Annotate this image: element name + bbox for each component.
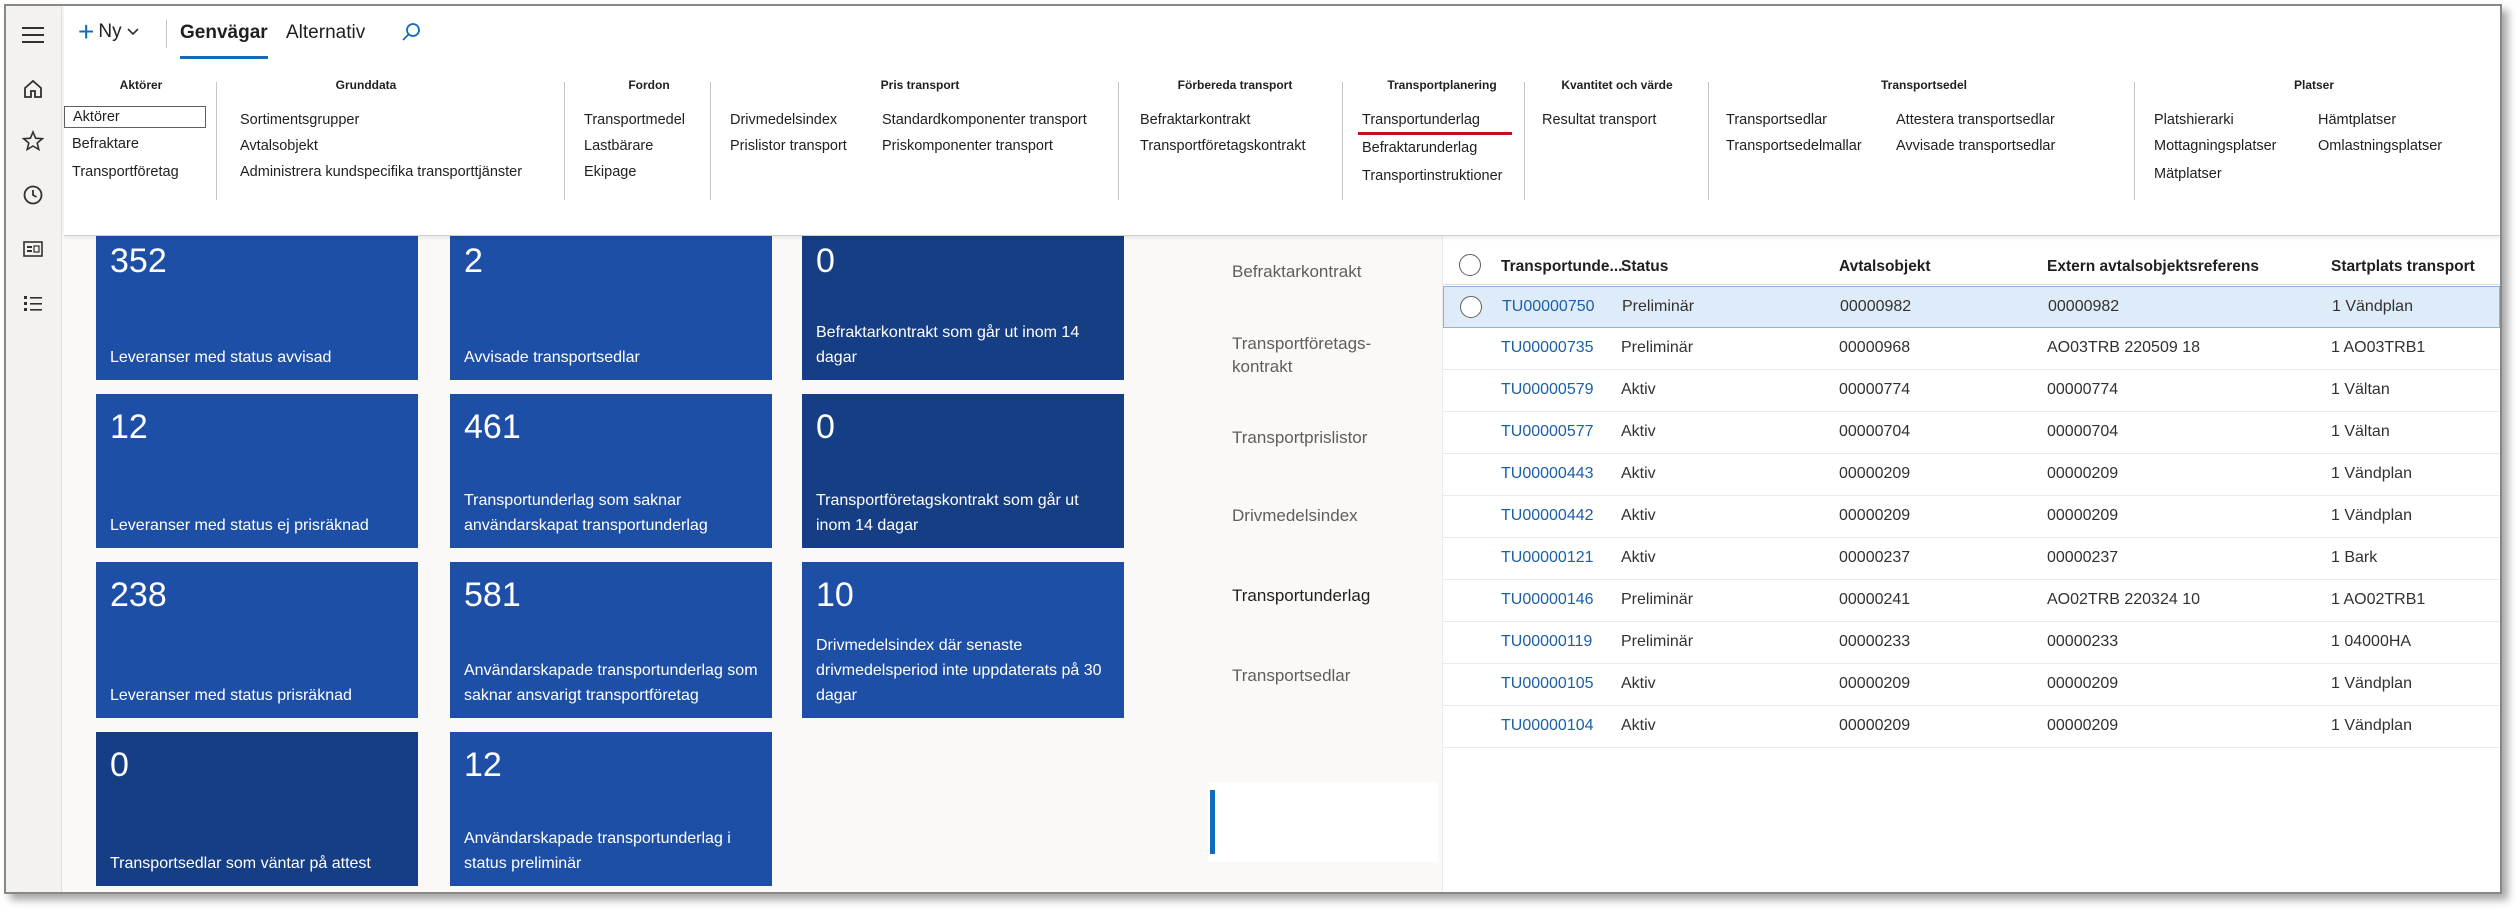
transportunderlag-link[interactable]: TU00000119	[1501, 633, 1593, 650]
ribbon-item-ekipage[interactable]: Ekipage	[584, 164, 637, 180]
tile-drivmedelsindex-ej-uppdaterat[interactable]	[802, 562, 1124, 718]
table-cell: 00000968	[1839, 339, 1911, 356]
tile-transportunderlag-saknar-anvandarskapat[interactable]	[450, 394, 772, 548]
tile-leveranser-avvisad[interactable]	[96, 228, 418, 380]
table-cell: 1 04000HA	[2331, 633, 2412, 650]
table-cell: 1 Vältan	[2331, 423, 2390, 440]
new-button[interactable]	[78, 18, 140, 46]
tile-label: Drivmedelsindex där senaste drivmedelsperiod inte uppdaterats på 30 dagar	[816, 637, 1102, 704]
ribbon-item-hamtplatser[interactable]: Hämtplatser	[2318, 112, 2397, 128]
tab-genvagar[interactable]: Genvägar	[180, 22, 268, 43]
side-tab-transportunderlag[interactable]: Transportunderlag	[1232, 586, 1371, 605]
table-cell: 00000209	[2047, 465, 2119, 482]
tile-label: Användarskapade transportunderlag i status preliminär	[464, 830, 731, 872]
modules-list-icon[interactable]	[18, 288, 48, 318]
table-cell: 00000209	[2047, 507, 2119, 524]
ribbon-item-mottagningsplatser[interactable]: Mottagningsplatser	[2154, 138, 2277, 154]
ribbon-item-priskomponenter[interactable]: Priskomponenter transport	[882, 138, 1053, 154]
tile-count: 10	[816, 576, 854, 614]
side-tab-transportprislistor[interactable]: Transportprislistor	[1232, 428, 1368, 447]
tile-count: 352	[110, 242, 167, 280]
side-tab-active-indicator	[1210, 790, 1215, 854]
ribbon-item-transportforetag[interactable]: Transportföretag	[72, 164, 179, 180]
group-title: Transportplanering	[1387, 78, 1497, 92]
table-cell: 00000233	[2047, 633, 2119, 650]
workspaces-icon[interactable]	[18, 234, 48, 264]
table-cell: 1 AO02TRB1	[2331, 591, 2426, 608]
tile-count: 0	[816, 408, 835, 446]
left-navigation	[6, 6, 62, 892]
group-transportplanering	[1362, 78, 1522, 210]
table-cell: 1 AO03TRB1	[2331, 339, 2426, 356]
ribbon-item-lastbarare[interactable]: Lastbärare	[584, 138, 654, 154]
transportunderlag-link[interactable]: TU00000750	[1502, 298, 1595, 315]
tile-label: Befraktarkontrakt som går ut inom 14 dagar	[816, 324, 1080, 366]
group-grunddata	[240, 78, 523, 210]
search-icon[interactable]	[400, 20, 424, 49]
tile-leveranser-prisraknad[interactable]	[96, 562, 418, 718]
ribbon-item-transportsedelmallar[interactable]: Transportsedelmallar	[1726, 138, 1862, 154]
group-platser	[2154, 78, 2474, 210]
group-title: Kvantitet och värde	[1561, 78, 1673, 92]
tile-befraktarkontrakt-gar-ut[interactable]	[802, 228, 1124, 380]
group-pris-transport	[730, 78, 1110, 210]
tile-count: 2	[464, 242, 483, 280]
side-tab-drivmedelsindex[interactable]: Drivmedelsindex	[1232, 506, 1358, 525]
transportunderlag-link[interactable]: TU00000735	[1501, 339, 1594, 356]
table-cell: 1 Vändplan	[2331, 717, 2412, 734]
highlight-underline	[1358, 132, 1512, 135]
tab-separator	[166, 20, 167, 48]
transportunderlag-link[interactable]: TU00000105	[1501, 675, 1594, 692]
group-title: Pris transport	[880, 78, 960, 92]
group-separator	[564, 82, 565, 200]
ribbon	[64, 6, 2500, 236]
group-forbereda-transport	[1140, 78, 1330, 210]
tile-count: 12	[464, 746, 502, 784]
transportunderlag-link[interactable]: TU00000146	[1501, 591, 1594, 608]
table-row[interactable]	[1443, 454, 2500, 496]
group-separator	[710, 82, 711, 200]
tile-anvandarskapade-saknar-transportforetag[interactable]	[450, 562, 772, 718]
table-cell: 00000209	[2047, 717, 2119, 734]
table-cell: 1 Vändplan	[2332, 298, 2413, 315]
transportunderlag-link[interactable]: TU00000579	[1501, 381, 1594, 398]
tile-anvandarskapade-preliminar[interactable]	[450, 732, 772, 886]
new-button-label: Ny	[98, 21, 122, 42]
table-cell: AO02TRB 220324 10	[2047, 591, 2200, 608]
tile-label: Användarskapade transportunderlag som saknar ansvarigt transportföretag	[464, 662, 758, 704]
group-title: Aktörer	[119, 78, 163, 92]
table-row[interactable]	[1443, 664, 2500, 706]
favorites-star-icon[interactable]	[18, 126, 48, 156]
ribbon-item-transportmedel[interactable]: Transportmedel	[584, 112, 686, 128]
app-window	[4, 4, 2502, 894]
table-cell: 00000982	[1840, 298, 1912, 315]
ribbon-item-avtalsobjekt[interactable]: Avtalsobjekt	[240, 138, 318, 154]
tile-label: Leveranser med status avvisad	[110, 349, 332, 366]
table-cell: 00000209	[1839, 507, 1911, 524]
tile-label: Leveranser med status prisräknad	[110, 687, 352, 704]
tile-leveranser-ej-prisraknad[interactable]	[96, 394, 418, 548]
home-icon[interactable]	[18, 74, 48, 104]
group-title: Transportsedel	[1880, 78, 1968, 92]
table-cell: 00000209	[1839, 465, 1911, 482]
group-title: Förbereda transport	[1177, 78, 1293, 92]
table-cell: 00000774	[2047, 381, 2119, 398]
tile-transportforetagskontrakt-gar-ut[interactable]	[802, 394, 1124, 548]
table-cell: AO03TRB 220509 18	[2047, 339, 2200, 356]
group-separator	[2134, 82, 2135, 200]
group-transportsedel	[1726, 78, 2122, 210]
ribbon-item-befraktarunderlag[interactable]: Befraktarunderlag	[1362, 140, 1478, 156]
table-row[interactable]	[1443, 496, 2500, 538]
ribbon-item-transportinstruktioner[interactable]: Transportinstruktioner	[1362, 168, 1503, 184]
column-header-transportunderlag[interactable]: Transportunde...	[1501, 258, 1623, 275]
ribbon-item-prislistor-transport[interactable]: Prislistor transport	[730, 138, 847, 154]
group-title: Fordon	[628, 78, 670, 92]
table-cell: 1 Vältan	[2331, 381, 2390, 398]
transportunderlag-link[interactable]: TU00000443	[1501, 465, 1594, 482]
ribbon-item-befraktare[interactable]: Befraktare	[72, 136, 139, 152]
table-cell: 00000704	[1839, 423, 1911, 440]
table-cell: 00000237	[1839, 549, 1911, 566]
side-tab-list	[1204, 234, 1440, 894]
ribbon-tab-bar	[64, 6, 2500, 62]
table-cell: 00000209	[1839, 717, 1911, 734]
ribbon-item-drivmedelsindex[interactable]: Drivmedelsindex	[730, 112, 838, 128]
transportunderlag-link[interactable]: TU00000577	[1501, 423, 1594, 440]
table-cell: 1 Vändplan	[2331, 675, 2412, 692]
column-header-status[interactable]: Status	[1621, 258, 1669, 275]
chevron-down-icon	[126, 27, 140, 37]
tile-label: Transportsedlar som väntar på attest	[110, 855, 371, 872]
table-row[interactable]	[1443, 622, 2500, 664]
tile-count: 461	[464, 408, 521, 446]
side-tab-befraktarkontrakt[interactable]: Befraktarkontrakt	[1232, 262, 1362, 281]
group-separator	[1118, 82, 1119, 200]
side-tab-active-background	[1208, 782, 1438, 862]
table-cell: 00000982	[2048, 298, 2120, 315]
column-header-avtalsobjekt[interactable]: Avtalsobjekt	[1839, 258, 1931, 275]
ribbon-item-aktorer[interactable]: Aktörer	[64, 106, 206, 128]
group-aktorer	[72, 78, 210, 210]
table-cell: 00000704	[2047, 423, 2119, 440]
side-tab-transportsedlar[interactable]: Transportsedlar	[1232, 666, 1351, 685]
table-cell: 00000241	[1839, 591, 1911, 608]
table-cell: Preliminär	[1622, 298, 1695, 315]
group-title: Grunddata	[335, 78, 397, 92]
tab-alternativ[interactable]: Alternativ	[286, 22, 366, 43]
table-cell: Aktiv	[1621, 549, 1656, 566]
group-separator	[1524, 82, 1525, 200]
transportunderlag-grid	[1442, 234, 2500, 894]
ribbon-item-avvisade-transportsedlar[interactable]: Avvisade transportsedlar	[1896, 138, 2056, 154]
transportunderlag-link[interactable]: TU00000104	[1501, 717, 1594, 734]
table-cell: Aktiv	[1621, 507, 1656, 524]
group-fordon	[584, 78, 714, 210]
table-cell: Aktiv	[1621, 465, 1656, 482]
ribbon-item-transportunderlag[interactable]: Transportunderlag	[1362, 112, 1480, 128]
tile-label: Transportunderlag som saknar användarskapat transportunderlag	[464, 492, 708, 534]
table-row[interactable]	[1443, 328, 2500, 370]
group-kvantitet-och-varde	[1542, 78, 1692, 210]
ribbon-item-omlastningsplatser[interactable]: Omlastningsplatser	[2318, 138, 2443, 154]
table-cell: 1 Bark	[2331, 549, 2378, 566]
ribbon-item-befraktarkontrakt[interactable]: Befraktarkontrakt	[1140, 112, 1251, 128]
row-select-radio[interactable]	[1460, 296, 1482, 318]
tile-transportsedlar-attest[interactable]	[96, 732, 418, 886]
table-cell: 00000774	[1839, 381, 1911, 398]
ribbon-item-transportsedlar[interactable]: Transportsedlar	[1726, 112, 1828, 128]
recent-clock-icon[interactable]	[18, 180, 48, 210]
ribbon-item-matplatser[interactable]: Mätplatser	[2154, 166, 2222, 182]
group-separator	[1342, 82, 1343, 200]
side-tab-transportforetagskontrakt[interactable]: Transportföretags-kontrakt	[1232, 334, 1372, 376]
table-row[interactable]	[1443, 538, 2500, 580]
table-cell: Preliminär	[1621, 633, 1694, 650]
tile-count: 581	[464, 576, 521, 614]
group-separator	[1708, 82, 1709, 200]
table-cell: 00000209	[1839, 675, 1911, 692]
tile-count: 238	[110, 576, 167, 614]
ribbon-item-attestera-transportsedlar[interactable]: Attestera transportsedlar	[1896, 112, 2055, 128]
tile-count: 12	[110, 408, 148, 446]
hamburger-menu-icon[interactable]	[18, 20, 48, 50]
tile-count: 0	[110, 746, 129, 784]
table-cell: 1 Vändplan	[2331, 507, 2412, 524]
column-header-extern-referens[interactable]: Extern avtalsobjektsreferens	[2047, 258, 2259, 275]
tile-avvisade-transportsedlar[interactable]	[450, 228, 772, 380]
transportunderlag-link[interactable]: TU00000121	[1501, 549, 1594, 566]
table-cell: Aktiv	[1621, 675, 1656, 692]
ribbon-item-sortimentsgrupper[interactable]: Sortimentsgrupper	[240, 112, 360, 128]
tile-label: Leveranser med status ej prisräknad	[110, 517, 369, 534]
table-cell: Aktiv	[1621, 423, 1656, 440]
tile-label: Transportföretagskontrakt som går ut inom 14 dagar	[816, 492, 1079, 534]
table-cell: 00000237	[2047, 549, 2119, 566]
ribbon-item-kundspecifika-tjanster[interactable]: Administrera kundspecifika transporttjänster	[240, 164, 523, 180]
ribbon-item-transportforetagskontrakt[interactable]: Transportföretagskontrakt	[1140, 138, 1306, 154]
table-cell: 00000233	[1839, 633, 1911, 650]
table-row[interactable]	[1443, 370, 2500, 412]
table-cell: Aktiv	[1621, 381, 1656, 398]
table-cell: Aktiv	[1621, 717, 1656, 734]
table-row[interactable]	[1443, 580, 2500, 622]
tile-label: Avvisade transportsedlar	[464, 349, 640, 366]
ribbon-item-platshierarki[interactable]: Platshierarki	[2154, 112, 2234, 128]
table-cell: Preliminär	[1621, 339, 1694, 356]
column-header-startplats[interactable]: Startplats transport	[2331, 258, 2475, 275]
group-title: Platser	[2293, 78, 2335, 92]
table-row[interactable]	[1443, 286, 2500, 328]
table-cell: 00000209	[2047, 675, 2119, 692]
tile-count: 0	[816, 242, 835, 280]
plus-icon: +	[78, 16, 95, 47]
table-cell: Preliminär	[1621, 591, 1694, 608]
table-cell: 1 Vändplan	[2331, 465, 2412, 482]
table-row[interactable]	[1443, 412, 2500, 454]
grid-header-divider	[1443, 284, 2500, 285]
ribbon-item-standardkomponenter[interactable]: Standardkomponenter transport	[882, 112, 1087, 128]
table-row[interactable]	[1443, 706, 2500, 748]
select-all-radio[interactable]	[1459, 254, 1481, 276]
ribbon-item-resultat-transport[interactable]: Resultat transport	[1542, 112, 1657, 128]
transportunderlag-link[interactable]: TU00000442	[1501, 507, 1594, 524]
group-separator	[216, 82, 217, 200]
